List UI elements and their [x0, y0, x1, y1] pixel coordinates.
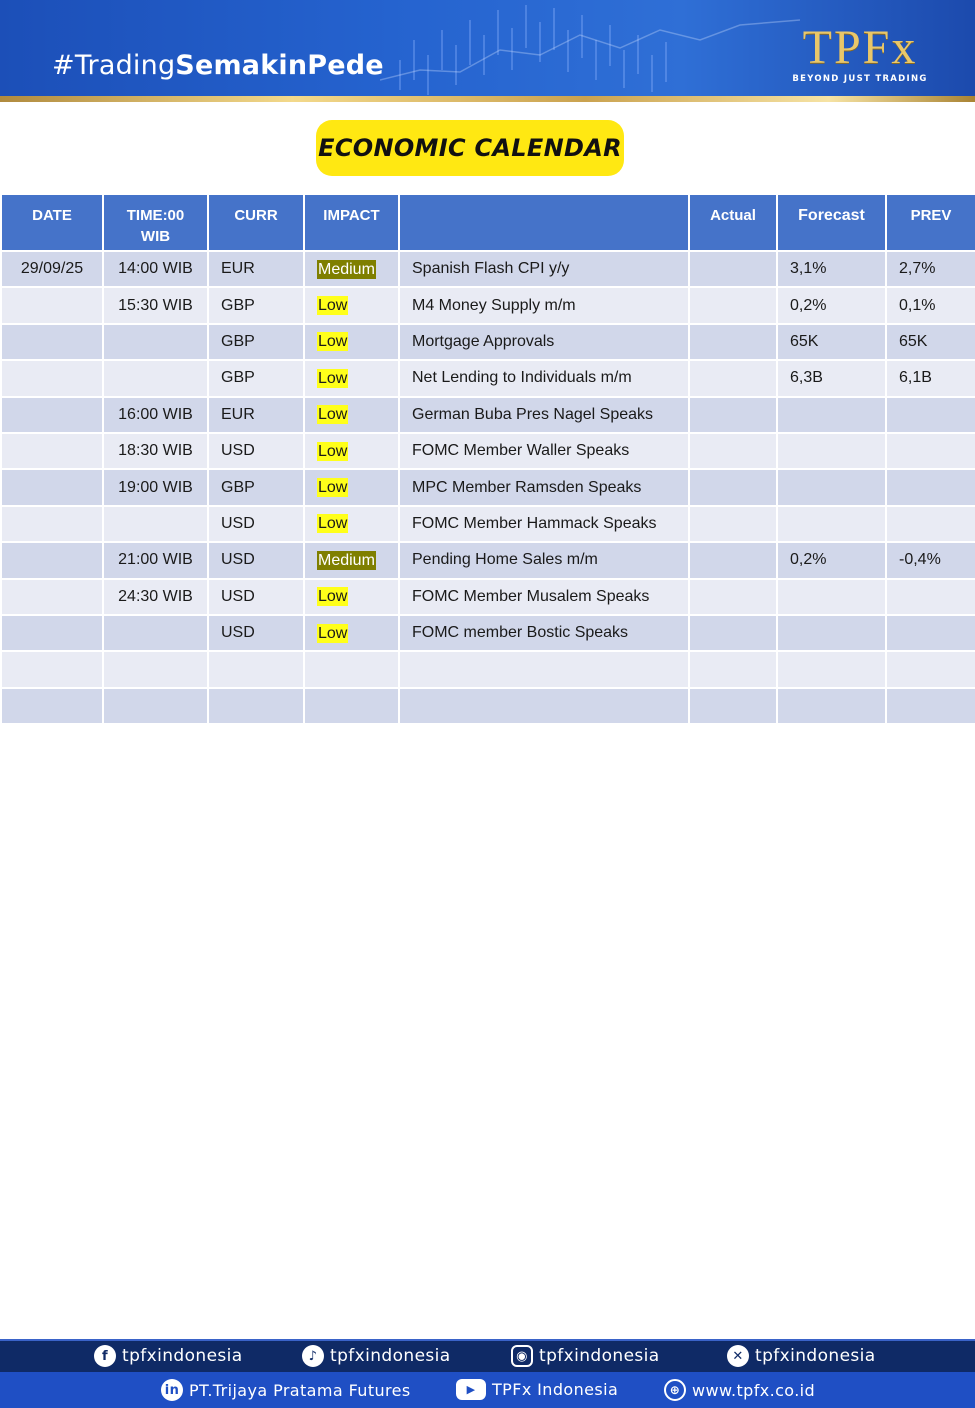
cell-forecast [777, 433, 886, 469]
cell-previous: 2,7% [886, 251, 975, 287]
cell-time [103, 506, 208, 542]
brand-logo [790, 21, 930, 84]
linkedin-label: PT.Trijaya Pratama Futures [189, 1380, 411, 1400]
impact-badge: Low [318, 369, 348, 387]
page-title: ECONOMIC CALENDAR [318, 134, 622, 162]
header-time-line2: WIB [140, 228, 171, 245]
instagram-label: tpfxindonesia [539, 1346, 660, 1366]
cell-currency: USD [208, 615, 304, 651]
cell-actual [689, 397, 777, 433]
cell-event: Mortgage Approvals [399, 324, 689, 360]
impact-badge: Low [318, 297, 348, 315]
cell-forecast [777, 469, 886, 505]
table-row [1, 579, 975, 615]
cell-forecast: 6,3B [777, 360, 886, 396]
header-banner [0, 0, 975, 98]
footer-website[interactable] [664, 1379, 815, 1401]
cell-event: FOMC member Bostic Speaks [399, 615, 689, 651]
cell-currency: USD [208, 579, 304, 615]
impact-badge: Medium [318, 551, 375, 569]
footer-instagram[interactable] [511, 1345, 660, 1367]
cell-impact [304, 397, 399, 433]
table-row [1, 433, 975, 469]
cell-impact [304, 615, 399, 651]
cell-currency [208, 651, 304, 687]
header-time [103, 194, 208, 251]
cell-forecast: 65K [777, 324, 886, 360]
cell-forecast [777, 506, 886, 542]
header-prev: PREV [886, 194, 975, 251]
cell-forecast: 3,1% [777, 251, 886, 287]
cell-impact [304, 251, 399, 287]
impact-badge: Low [318, 479, 348, 497]
cell-currency: EUR [208, 397, 304, 433]
impact-badge: Low [318, 333, 348, 351]
page-title-pill [316, 120, 624, 176]
cell-previous [886, 397, 975, 433]
impact-badge: Low [318, 406, 348, 424]
cell-previous [886, 433, 975, 469]
cell-actual [689, 651, 777, 687]
cell-currency: GBP [208, 324, 304, 360]
cell-currency: GBP [208, 469, 304, 505]
cell-previous [886, 579, 975, 615]
cell-event: M4 Money Supply m/m [399, 287, 689, 323]
x-label: tpfxindonesia [755, 1346, 876, 1366]
cell-actual [689, 287, 777, 323]
cell-forecast [777, 688, 886, 724]
impact-badge: Low [318, 624, 348, 642]
website-label: www.tpfx.co.id [692, 1380, 816, 1400]
cell-currency: GBP [208, 360, 304, 396]
cell-impact [304, 542, 399, 578]
cell-currency: USD [208, 542, 304, 578]
header-forecast: Forecast [777, 194, 886, 251]
cell-currency: EUR [208, 251, 304, 287]
cell-forecast: 0,2% [777, 542, 886, 578]
globe-icon: ⊕ [664, 1379, 686, 1401]
header-actual: Actual [689, 194, 777, 251]
cell-impact [304, 287, 399, 323]
cell-date [1, 579, 103, 615]
tiktok-icon: ♪ [302, 1345, 324, 1367]
cell-time [103, 688, 208, 724]
table-row [1, 251, 975, 287]
instagram-icon: ◉ [511, 1345, 533, 1367]
cell-time: 15:30 WIB [103, 287, 208, 323]
cell-currency: USD [208, 506, 304, 542]
cell-date [1, 360, 103, 396]
cell-date [1, 287, 103, 323]
table-row [1, 324, 975, 360]
cell-actual [689, 615, 777, 651]
footer-facebook[interactable] [94, 1345, 243, 1367]
cell-date [1, 433, 103, 469]
header-event [399, 194, 689, 251]
cell-date [1, 542, 103, 578]
tiktok-label: tpfxindonesia [330, 1346, 451, 1366]
cell-previous: 6,1B [886, 360, 975, 396]
cell-actual [689, 688, 777, 724]
impact-badge: Medium [318, 260, 375, 278]
cell-date [1, 615, 103, 651]
brand-tagline: BEYOND JUST TRADING [792, 74, 928, 84]
cell-actual [689, 469, 777, 505]
cell-previous [886, 651, 975, 687]
cell-time [103, 651, 208, 687]
brand-logo-text: TPFx [802, 21, 918, 74]
cell-event: MPC Member Ramsden Speaks [399, 469, 689, 505]
impact-badge: Low [318, 588, 348, 606]
cell-impact [304, 688, 399, 724]
cell-impact [304, 469, 399, 505]
footer-youtube[interactable] [456, 1379, 618, 1400]
cell-forecast [777, 651, 886, 687]
cell-previous [886, 506, 975, 542]
facebook-label: tpfxindonesia [122, 1346, 243, 1366]
impact-badge: Low [318, 442, 348, 460]
footer-social-bar [0, 1339, 975, 1372]
table-row [1, 542, 975, 578]
linkedin-icon: in [161, 1379, 183, 1401]
cell-time [103, 324, 208, 360]
cell-date [1, 397, 103, 433]
cell-previous [886, 469, 975, 505]
cell-impact [304, 651, 399, 687]
table-row [1, 469, 975, 505]
cell-date [1, 506, 103, 542]
table-row [1, 615, 975, 651]
gold-divider [0, 96, 975, 102]
cell-time: 24:30 WIB [103, 579, 208, 615]
cell-time [103, 615, 208, 651]
cell-impact [304, 360, 399, 396]
cell-date: 29/09/25 [1, 251, 103, 287]
economic-calendar-table [0, 193, 975, 725]
cell-previous: -0,4% [886, 542, 975, 578]
youtube-icon: ▶ [456, 1379, 486, 1400]
table-row [1, 397, 975, 433]
cell-actual [689, 506, 777, 542]
cell-impact [304, 433, 399, 469]
cell-actual [689, 360, 777, 396]
youtube-label: TPFx Indonesia [492, 1380, 619, 1399]
footer-info-bar [0, 1372, 975, 1408]
footer-linkedin[interactable] [161, 1379, 411, 1401]
cell-event [399, 688, 689, 724]
cell-event: Spanish Flash CPI y/y [399, 251, 689, 287]
cell-forecast [777, 615, 886, 651]
hashtag-bold: SemakinPede [175, 50, 384, 81]
cell-currency: USD [208, 433, 304, 469]
header-impact: IMPACT [304, 194, 399, 251]
cell-previous [886, 688, 975, 724]
cell-time [103, 360, 208, 396]
cell-event: Net Lending to Individuals m/m [399, 360, 689, 396]
facebook-icon: f [94, 1345, 116, 1367]
cell-time: 19:00 WIB [103, 469, 208, 505]
hashtag-regular: #Trading [52, 50, 176, 81]
cell-forecast: 0,2% [777, 287, 886, 323]
cell-actual [689, 542, 777, 578]
cell-time: 18:30 WIB [103, 433, 208, 469]
cell-currency [208, 688, 304, 724]
cell-event [399, 651, 689, 687]
cell-event: FOMC Member Waller Speaks [399, 433, 689, 469]
cell-actual [689, 433, 777, 469]
cell-impact [304, 506, 399, 542]
cell-event: FOMC Member Hammack Speaks [399, 506, 689, 542]
cell-currency: GBP [208, 287, 304, 323]
cell-impact [304, 579, 399, 615]
table-row [1, 688, 975, 724]
chart-decoration [380, 0, 800, 98]
table-row [1, 506, 975, 542]
cell-date [1, 469, 103, 505]
cell-time: 16:00 WIB [103, 397, 208, 433]
cell-event: Pending Home Sales m/m [399, 542, 689, 578]
cell-date [1, 651, 103, 687]
table-row [1, 651, 975, 687]
x-icon: ✕ [727, 1345, 749, 1367]
cell-event: FOMC Member Musalem Speaks [399, 579, 689, 615]
header-date: DATE [1, 194, 103, 251]
cell-previous [886, 615, 975, 651]
footer-tiktok[interactable] [302, 1345, 451, 1367]
table-row [1, 287, 975, 323]
cell-actual [689, 324, 777, 360]
cell-date [1, 324, 103, 360]
cell-time: 21:00 WIB [103, 542, 208, 578]
impact-badge: Low [318, 515, 348, 533]
footer-x[interactable] [727, 1345, 876, 1367]
cell-forecast [777, 397, 886, 433]
cell-event: German Buba Pres Nagel Speaks [399, 397, 689, 433]
cell-actual [689, 251, 777, 287]
cell-previous: 0,1% [886, 287, 975, 323]
cell-date [1, 688, 103, 724]
cell-forecast [777, 579, 886, 615]
cell-time: 14:00 WIB [103, 251, 208, 287]
header-time-line1: TIME:00 [126, 207, 185, 224]
hashtag-slogan [52, 50, 384, 81]
table-row [1, 360, 975, 396]
cell-impact [304, 324, 399, 360]
header-curr: CURR [208, 194, 304, 251]
cell-previous: 65K [886, 324, 975, 360]
cell-actual [689, 579, 777, 615]
table-header-row [1, 194, 975, 251]
table-body [1, 251, 975, 724]
